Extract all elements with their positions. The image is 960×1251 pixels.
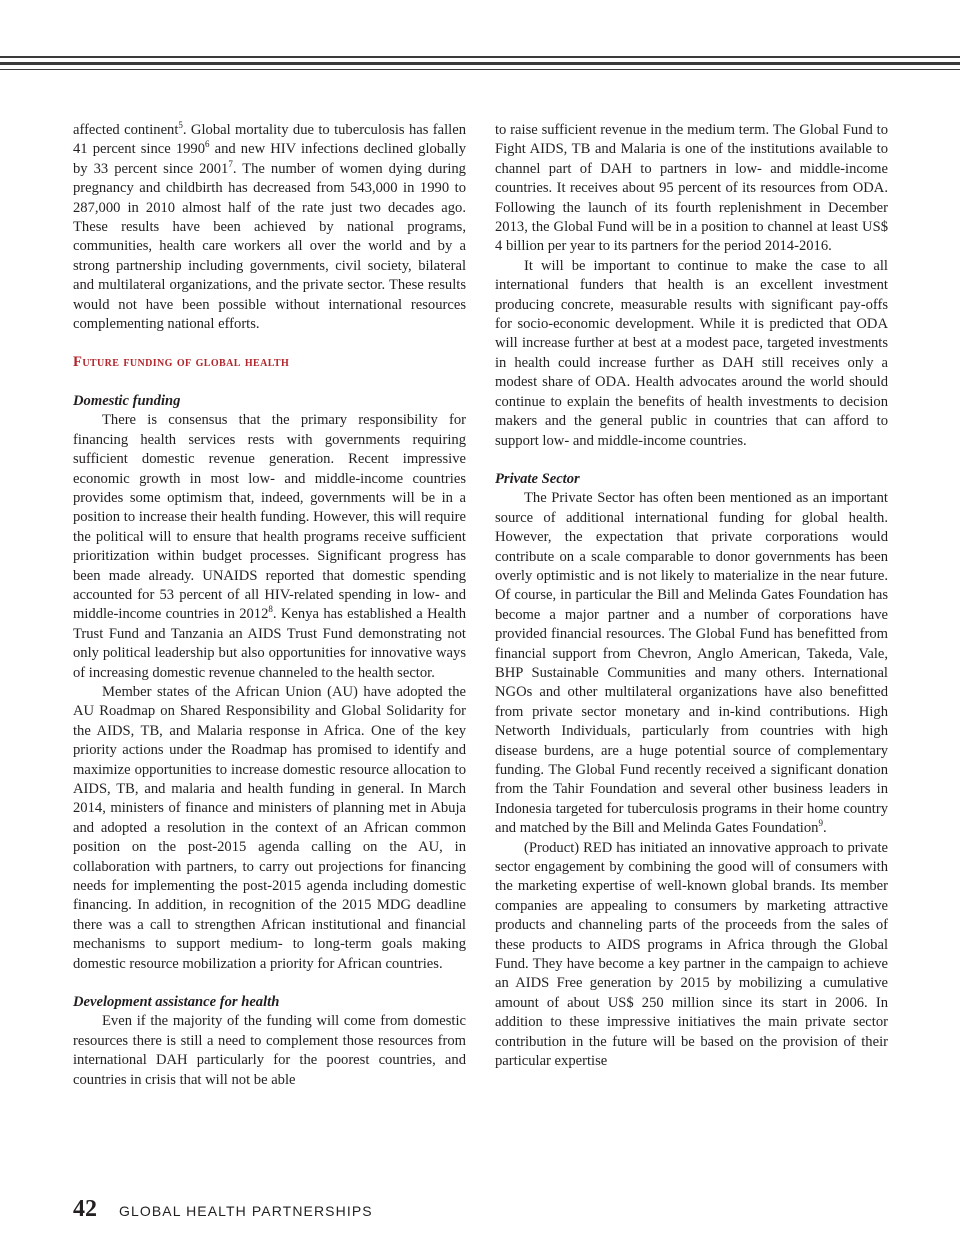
private-sector-heading: Private Sector (495, 470, 580, 487)
footnote-ref-8: 8 (268, 604, 273, 615)
header-rule-middle (0, 62, 960, 65)
domestic-paragraph-2: Member states of the African Union (AU) have adopted the AU Roadmap on Shared Responsibility and Global Solidarity for the AIDS, TB, and Malaria response in Africa. One of the key priority actions under the Roadmap has promised to identify and maximize opportunities to increase domestic resource allocation to AIDS, TB, and malaria and health funding in general. In March 2014, ministers of finance and ministers of planning met in Abuja and adopted a resolution in the context of an African common position on the post-2015 agenda calling on the AU, in collaboration with partners, to carry out projections for financing needs for implementing the post-2015 agenda including domestic financing. In addition, in recognition of the 2015 MDG deadline there was a call to strengthen African institutional and financial mechanisms to support medium- to long-term goals making domestic resource mobilization a priority for African countries. (73, 683, 466, 972)
investment-case-paragraph: It will be important to continue to make the case to all international funders that health is an excellent investment producing concrete, measurable results with significant pay-offs for socio-economic development. While it is predicted that ODA will increase further at best at a modest pace, targeted investments in health could increase further as DAH still receives only a modest share of ODA. Health advocates around the world should continue to explain the benefits of health investments to decision makers and the general public in countries that can afford to support low- and middle-income countries. (495, 257, 888, 449)
domestic-funding-heading: Domestic funding (73, 392, 181, 409)
domestic-paragraph-1: There is consensus that the primary responsibility for financing health services rests with governments requiring sufficient domestic revenue generation. Recent impressive economic growth in most low- and middle-income countries provides some optimism that, indeed, governments will be in a position to increase their health funding. However, this will require the political will to ensure that health programs receive sufficient prioritization within budget processes. Significant progress has been made already. UNAIDS reported that domestic spending accounted for 53 percent of all HIV-related spending in low- and middle-income countries in 2012$^8$. Kenya has established a Health Trust Fund and Tanzania an AIDS Trust Fund demonstrating not only political leadership but also opportunities for innovative ways of increasing domestic revenue channeled to the health sector. (73, 412, 467, 681)
private-sector-paragraph-1: The Private Sector has often been mentioned as an important source of additional international funding for global health. However, the expectation that private corporations would contribute on a scale comparable to donor governments has been overly optimistic and is not likely to materialize in the near future. Of course, in particular the Bill and Melinda Gates Foundation has become a major partner and a number of corporations have provided financial resources. The Global Fund has benefitted from financial support from Chevron, Anglo American, Takeda, Vale, BHP Sustainable Communities and many others. International NGOs and other multilateral organizations have also benefitted from private sector monetary and in-kind contributions. High Networth Individuals, particularly from countries with high disease burdens, are a huge potential source of complementary funding. The Global Fund recently received a significant donation from the Tahir Foundation and several other business leaders in Indonesia targeted for tuberculosis programs in their home country and matched by the Bill and Melinda Gates Foundation$^9$. (495, 490, 888, 837)
global-fund-paragraph: to raise sufficient revenue in the medium term. The Global Fund to Fight AIDS, TB and Malaria is one of the institutions available to channel part of DAH to partners in low- and middle-income countries. It receives about 95 percent of its resources from ODA. Following the launch of its fourth replenishment in December 2013, the Global Fund will be in a position to channel at least US$ 4 billion per year to its partners for the period 2014-2016. (495, 122, 888, 255)
footnote-ref-6: 6 (205, 139, 210, 150)
footnote-ref-7: 7 (228, 158, 233, 169)
dah-paragraph-1: Even if the majority of the funding will come from domestic resources there is still a need to complement those resources from international DAH particularly for the poorest countries, and countries in crisis that will not be able (73, 1013, 466, 1088)
right-column (495, 121, 888, 1072)
page-footer (73, 1196, 373, 1223)
page-number: 42 (73, 1196, 97, 1222)
dah-heading: Development assistance for health (73, 994, 280, 1011)
running-title: GLOBAL HEALTH PARTNERSHIPS (119, 1203, 373, 1219)
footnote-ref-5: 5 (178, 120, 183, 131)
intro-paragraph: affected continent$^5$. Global mortality due to tuberculosis has fallen 41 percent since 1990$^6$ and new HIV infections declined globally by 33 percent since 2001$^7$. The number of women dying during pregnancy and childbirth has decreased from 543,000 in 1990 to 287,000 in 2010 almost half of the rate just two decades ago. These results have been achieved by national programs, communities, health care workers all over the world and by a strong partnership including governments, civil society, bilateral and multilateral organizations, and the private sector. These results would not have been possible without international resources complementing national efforts. (73, 120, 467, 333)
footnote-ref-9: 9 (818, 818, 823, 829)
left-column (73, 121, 466, 1090)
private-sector-paragraph-2: (Product) RED has initiated an innovative approach to private sector engagement by combining the good will of consumers with the marketing expertise of well-known global brands. Its member companies are appealing to consumers by marketing attractive products and channeling parts of the proceeds from the sales of these products to AIDS programs in Africa through the Global Fund. They have become a key partner in the campaign to achieve an AIDS Free generation by 2015 by mobilizing a cumulative amount of about US$ 250 million since its start in 2006. In addition to these impressive initiatives the main private sector contribution in the future will be based on the provision of their particular expertise (495, 839, 888, 1070)
header-rule-bottom (0, 69, 960, 70)
section-heading: Future funding of global health (73, 354, 290, 371)
header-rule-top (0, 56, 960, 58)
